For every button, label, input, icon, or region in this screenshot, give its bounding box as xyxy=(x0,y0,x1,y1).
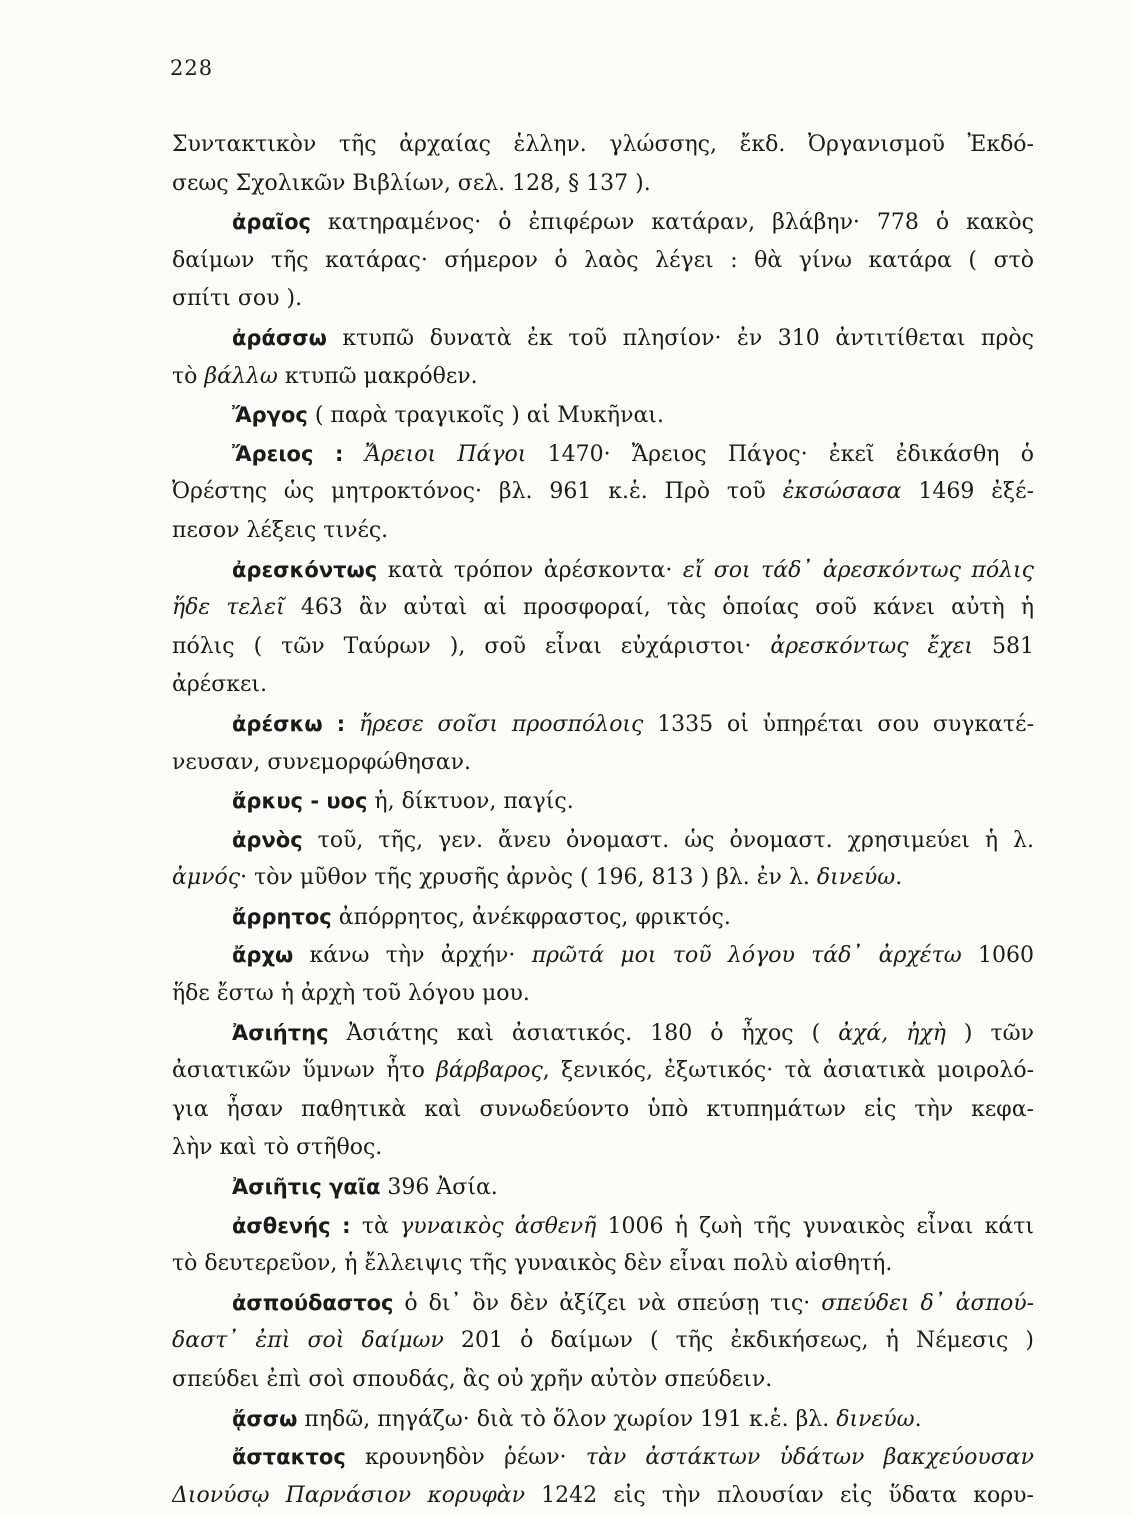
text-run: Ἀσιάτης καὶ ἀσιατικός. 180 ὁ ἦχος ( xyxy=(328,1020,839,1046)
text-line xyxy=(172,473,1034,512)
page-number: 228 xyxy=(170,56,214,80)
text-line xyxy=(172,628,1034,667)
text-run: πηδῶ, πηγάζω· διὰ τὸ ὅλον χωρίον 191 κ.ἑ. βλ. xyxy=(297,1406,837,1432)
text-run: κτυπῶ δυνατὰ ἐκ τοῦ πλησίον· ἐν 310 ἀντιτίθεται πρὸς xyxy=(326,325,1034,351)
quoted-phrase: ἀμνός xyxy=(172,865,241,891)
entry-first-line xyxy=(172,1284,1034,1323)
text-run: κάνω τὴν ἀρχήν· xyxy=(293,943,532,969)
text-run: . xyxy=(914,1406,922,1432)
headword: ᾄσσω xyxy=(232,1406,298,1431)
text-run: κατηραμένος· ὁ ἐπιφέρων κατάραν, βλάβην· 778 ὁ κακὸς xyxy=(310,210,1034,236)
headword: ἀραῖος xyxy=(232,210,311,235)
entry-first-line xyxy=(172,551,1034,590)
text-line xyxy=(172,1322,1034,1361)
entry-first-line xyxy=(172,1400,1034,1439)
text-line xyxy=(172,744,1034,783)
quoted-phrase: σπεύδει δ᾽ ἀσπού- xyxy=(821,1290,1034,1316)
headword: ἀρνὸς xyxy=(232,827,303,852)
text-run: τὸ δευτερεῦον, ἡ ἔλλειψις τῆς γυναικὸς δὲν εἶναι πολὺ αἰσθητή. xyxy=(172,1251,893,1277)
text-run: 1242 εἰς τὴν πλουσίαν εἰς ὕδατα κορυ- xyxy=(524,1482,1034,1508)
quoted-phrase: δαστ᾽ ἐπὶ σοὶ δαίμων xyxy=(172,1328,444,1354)
text-line xyxy=(172,1361,1034,1400)
headword: ἄστακτος xyxy=(232,1445,346,1470)
text-run: δαίμων τῆς κατάρας· σήμερον ὁ λαὸς λέγει : θὰ γίνω κατάρα ( στὸ xyxy=(172,247,1034,273)
text-line xyxy=(172,1091,1034,1130)
entry-first-line xyxy=(172,1438,1034,1477)
text-run: 581 xyxy=(973,633,1034,659)
text-run: 1469 ἐξέ- xyxy=(901,479,1034,505)
quoted-phrase: Ἄρειοι Πάγοι xyxy=(364,441,527,467)
text-run: ἡ, δίκτυον, παγίς. xyxy=(367,789,574,815)
entry-first-line xyxy=(172,705,1034,744)
text-line xyxy=(172,1477,1034,1515)
text-run: Συντακτικὸν τῆς ἀρχαίας ἑλλην. γλώσσης, ἔκδ. Ὀργανισμοῦ Ἐκδό- xyxy=(172,132,1034,157)
text-run: για ἦσαν παθητικὰ καὶ συνωδεύοντο ὑπὸ κτυπημάτων εἰς τὴν κεφα- xyxy=(172,1096,1034,1122)
headword: ἀρέσκω : xyxy=(232,711,346,736)
text-run: σπεύδει ἐπὶ σοὶ σπουδάς, ἃς οὐ χρῆν αὐτὸν σπεύδειν. xyxy=(172,1367,773,1392)
quoted-phrase: Διονύσῳ Παρνάσιον κορυφὰν xyxy=(172,1482,525,1508)
quoted-phrase: ἥδε τελεῖ xyxy=(172,595,285,621)
headword: ἄρχω xyxy=(232,943,294,968)
headword: Ἄρειος : xyxy=(232,441,344,466)
headword: Ἄργος xyxy=(232,403,308,428)
text-line xyxy=(172,859,1034,898)
entry-first-line xyxy=(172,435,1034,474)
dictionary-text-block xyxy=(172,126,1034,1515)
text-run: ἥδε ἔστω ἡ ἀρχὴ τοῦ λόγου μου. xyxy=(172,981,530,1007)
headword: ἄρρητος xyxy=(232,904,332,929)
text-line xyxy=(172,1245,1034,1284)
text-run xyxy=(345,712,359,737)
text-run: τὰ xyxy=(350,1213,401,1239)
entry-first-line xyxy=(172,1014,1034,1053)
text-line xyxy=(172,358,1034,397)
text-run: ἀρέσκει. xyxy=(172,672,267,698)
headword: Ἀσιήτης xyxy=(232,1020,329,1045)
text-run: 1060 xyxy=(961,943,1034,969)
text-line xyxy=(172,1129,1034,1168)
text-line xyxy=(172,589,1034,628)
text-run: ( παρὰ τραγικοῖς ) αἱ Μυκῆναι. xyxy=(307,403,664,429)
headword: ἀσθενής : xyxy=(232,1213,351,1238)
text-line xyxy=(172,512,1034,551)
headword: ἀράσσω xyxy=(232,325,327,350)
text-run: τὸ xyxy=(172,363,205,389)
quoted-phrase: εἴ σοι τάδ᾽ ἀρεσκόντως πόλις xyxy=(682,557,1034,583)
text-run: πόλις ( τῶν Ταύρων ), σοῦ εἶναι εὐχάριστοι· xyxy=(172,633,771,659)
text-line xyxy=(172,165,1034,204)
quoted-phrase: δινεύω xyxy=(816,865,896,891)
quoted-phrase: τὰν ἀστάκτων ὑδάτων βακχεύουσαν xyxy=(585,1445,1034,1471)
text-line xyxy=(172,242,1034,281)
headword: ἀσπούδαστος xyxy=(232,1290,394,1315)
text-run: σπίτι σου ). xyxy=(172,286,303,312)
quoted-phrase: δινεύω xyxy=(836,1406,915,1432)
text-run: 1006 ἡ ζωὴ τῆς γυναικὸς εἶναι κάτι xyxy=(596,1213,1034,1239)
text-line xyxy=(172,1052,1034,1091)
quoted-phrase: γυναικὸς ἀσθενῆ xyxy=(400,1213,597,1239)
text-line xyxy=(172,975,1034,1014)
entry-first-line xyxy=(172,319,1034,358)
quoted-phrase: πρῶτά μοι τοῦ λόγου τάδ᾽ ἀρχέτω xyxy=(531,943,962,969)
text-run: , ξενικός, ἐξωτικός· τὰ ἀσιατικὰ μοιρολό- xyxy=(542,1058,1034,1084)
text-run xyxy=(343,442,364,467)
text-run: 396 Ἀσία. xyxy=(380,1175,498,1201)
headword: ἀρεσκόντως xyxy=(232,557,378,582)
quoted-phrase: ἤρεσε σοῖσι προσπόλοις xyxy=(359,711,644,737)
text-run: λὴν καὶ τὸ στῆθος. xyxy=(172,1135,383,1161)
text-run: 463 ἂν αὐταὶ αἱ προσφοραί, τὰς ὁποίας σοῦ κάνει αὐτὴ ἡ xyxy=(284,595,1034,621)
text-run: Ὀρέστης ὡς μητροκτόνος· βλ. 961 κ.ἑ. Πρὸ τοῦ xyxy=(172,479,783,505)
quoted-phrase: ἐκσώσασα xyxy=(782,479,902,505)
text-run: ἀσιατικῶν ὕμνων ἦτο xyxy=(172,1058,437,1084)
text-line xyxy=(172,126,1034,165)
text-run: ὁ δι᾽ ὃν δὲν ἀξίζει νὰ σπεύσῃ τις· xyxy=(393,1290,822,1316)
text-run: κρουνηδὸν ῥέων· xyxy=(345,1445,586,1471)
quoted-phrase: ἀρεσκόντως ἔχει xyxy=(770,633,974,659)
text-line xyxy=(172,666,1034,705)
entry-first-line xyxy=(172,821,1034,860)
headword: ἄρκυς - υος xyxy=(232,789,368,814)
entry-first-line xyxy=(172,782,1034,821)
text-line xyxy=(172,280,1034,319)
text-run: σεως Σχολικῶν Βιβλίων, σελ. 128, § 137 ). xyxy=(172,170,651,196)
text-run: 1470· Ἄρειος Πάγος· ἐκεῖ ἐδικάσθη ὁ xyxy=(526,441,1034,467)
text-run: τοῦ, τῆς, γεν. ἄνευ ὀνομαστ. ὡς ὀνομαστ. χρησιμεύει ἡ λ. xyxy=(302,827,1034,853)
text-run: 201 ὁ δαίμων ( τῆς ἐκδικήσεως, ἡ Νέμεσις ) xyxy=(443,1328,1034,1354)
entry-first-line xyxy=(172,396,1034,435)
text-run: ἀπόρρητος, ἀνέκφραστος, φρικτός. xyxy=(331,904,731,930)
text-run: ) τῶν xyxy=(945,1020,1034,1046)
entry-first-line xyxy=(172,203,1034,242)
quoted-phrase: βάλλω xyxy=(204,363,278,389)
entry-first-line xyxy=(172,1168,1034,1207)
text-run: · τὸν μῦθον τῆς χρυσῆς ἀρνὸς ( 196, 813 ) βλ. ἐν λ. xyxy=(240,865,817,891)
quoted-phrase: βάρβαρος xyxy=(436,1058,543,1084)
text-run: πεσον λέξεις τινές. xyxy=(172,517,389,543)
text-run: κατὰ τρόπον ἀρέσκοντα· xyxy=(377,557,683,583)
text-run: κτυπῶ μακρόθεν. xyxy=(277,363,478,389)
text-run: νευσαν, συνεμορφώθησαν. xyxy=(172,749,472,775)
text-run: . xyxy=(895,865,903,891)
headword: Ἀσιῆτις γαῖα xyxy=(232,1175,381,1200)
entry-first-line xyxy=(172,1207,1034,1246)
entry-first-line xyxy=(172,898,1034,937)
text-run: 1335 οἱ ὑπηρέται σου συγκατέ- xyxy=(643,711,1034,737)
entry-first-line xyxy=(172,936,1034,975)
quoted-phrase: ἀχά, ἠχὴ xyxy=(838,1020,946,1046)
